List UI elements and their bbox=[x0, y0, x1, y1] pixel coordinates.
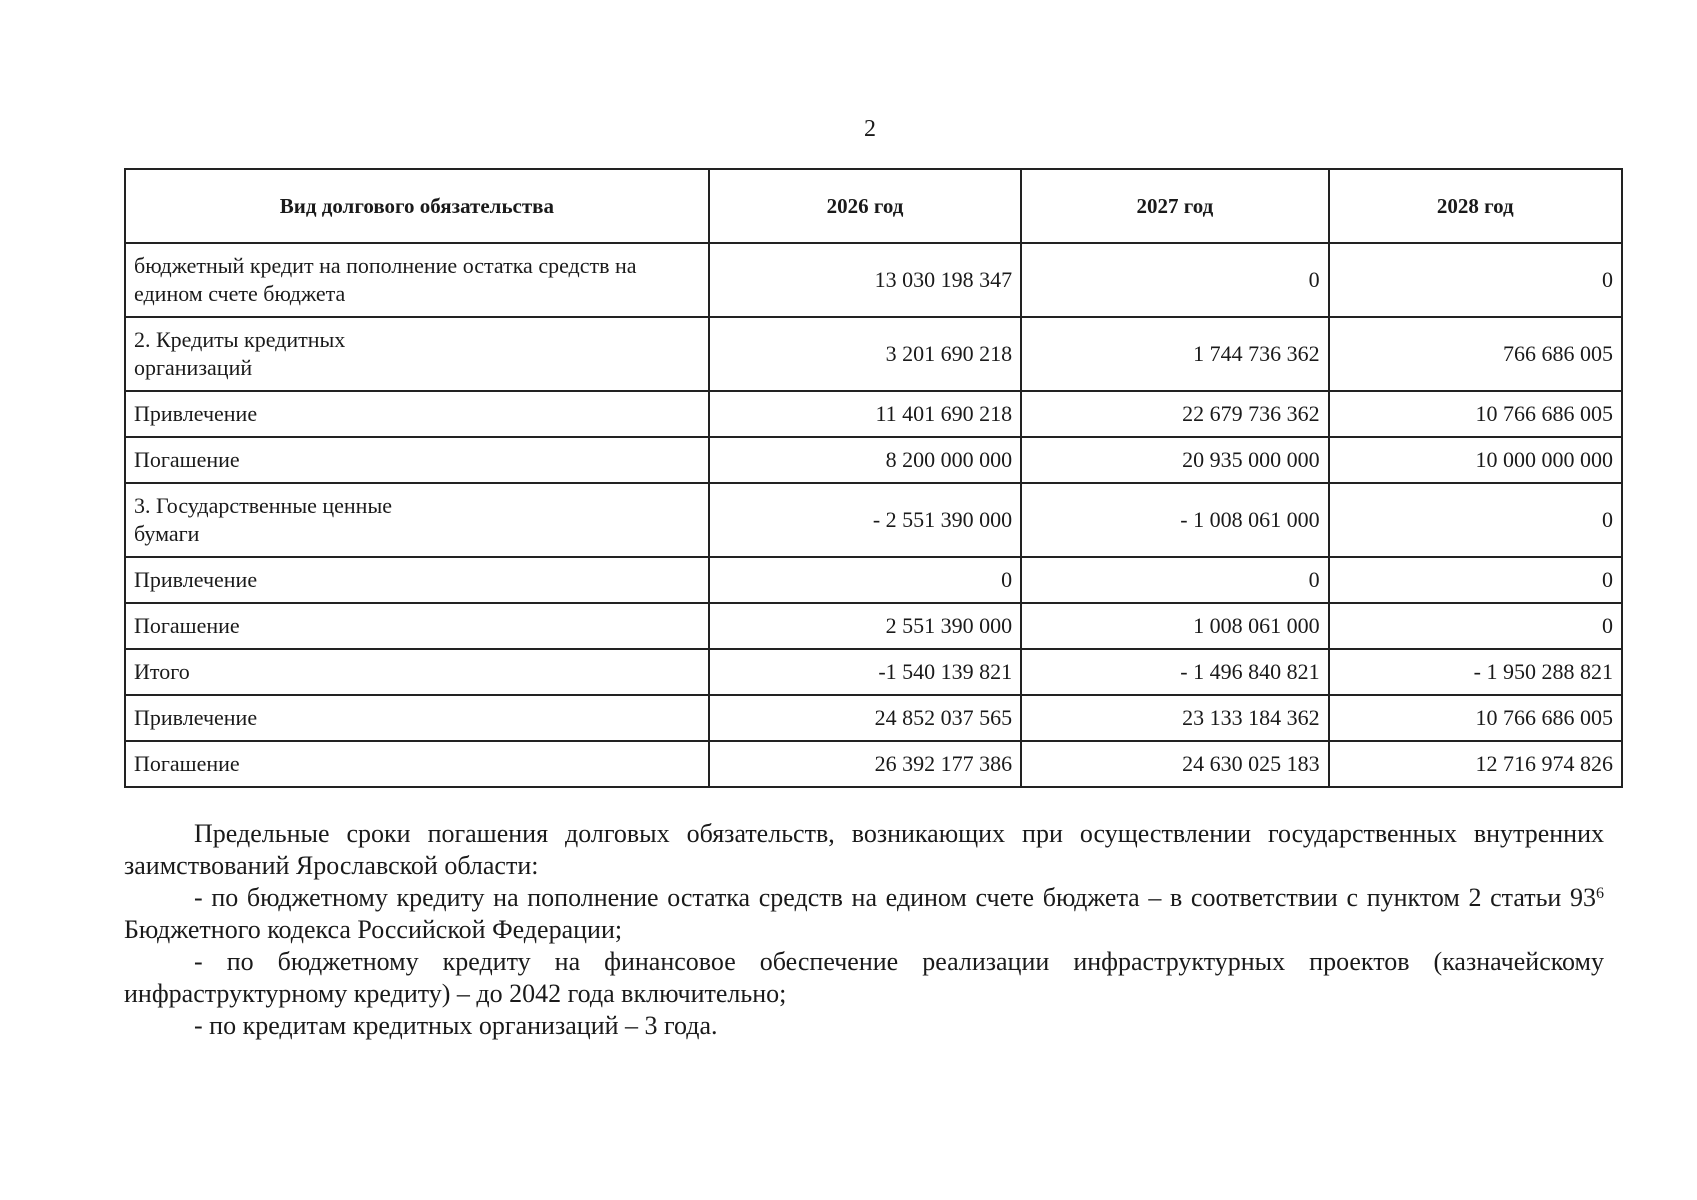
value-2027: 24 630 025 183 bbox=[1021, 741, 1328, 787]
value-2028: 12 716 974 826 bbox=[1329, 741, 1622, 787]
value-2027: 0 bbox=[1021, 557, 1328, 603]
table-row bbox=[125, 649, 1622, 695]
article-superscript: 6 bbox=[1596, 885, 1604, 902]
value-2027: - 1 496 840 821 bbox=[1021, 649, 1328, 695]
value-2028: 0 bbox=[1329, 603, 1622, 649]
value-2026: 2 551 390 000 bbox=[709, 603, 1021, 649]
value-2028: 0 bbox=[1329, 243, 1622, 317]
row-label: 3. Государственные ценные бумаги bbox=[125, 483, 709, 557]
table-row bbox=[125, 557, 1622, 603]
value-2028: 0 bbox=[1329, 557, 1622, 603]
value-2028: 10 000 000 000 bbox=[1329, 437, 1622, 483]
notes-intro: Предельные сроки погашения долговых обязательств, возникающих при осуществлении государственных внутренних заимствований Ярославской области: bbox=[124, 819, 1604, 880]
value-2026: 13 030 198 347 bbox=[709, 243, 1021, 317]
value-2027: 20 935 000 000 bbox=[1021, 437, 1328, 483]
row-label: Погашение bbox=[125, 741, 709, 787]
value-2027: 23 133 184 362 bbox=[1021, 695, 1328, 741]
notes-item-budget-credit bbox=[124, 882, 1604, 946]
row-label: Привлечение bbox=[125, 391, 709, 437]
table-row bbox=[125, 317, 1622, 391]
value-2026: 24 852 037 565 bbox=[709, 695, 1021, 741]
notes-item-budget-credit-text: - по бюджетному кредиту на пополнение остатка средств на едином счете бюджета – в соответствии с пунктом 2 статьи 93 bbox=[194, 883, 1596, 912]
value-2026: 11 401 690 218 bbox=[709, 391, 1021, 437]
table-row bbox=[125, 391, 1622, 437]
notes-item-budget-credit-code: Бюджетного кодекса Российской Федерации; bbox=[124, 915, 623, 944]
row-label: бюджетный кредит на пополнение остатка средств на едином счете бюджета bbox=[125, 243, 709, 317]
value-2027: 22 679 736 362 bbox=[1021, 391, 1328, 437]
value-2028: 0 bbox=[1329, 483, 1622, 557]
row-label: Погашение bbox=[125, 437, 709, 483]
table-row bbox=[125, 243, 1622, 317]
value-2026: 8 200 000 000 bbox=[709, 437, 1021, 483]
table-row bbox=[125, 483, 1622, 557]
value-2027: - 1 008 061 000 bbox=[1021, 483, 1328, 557]
row-label: Привлечение bbox=[125, 695, 709, 741]
row-label: Итого bbox=[125, 649, 709, 695]
value-2027: 0 bbox=[1021, 243, 1328, 317]
value-2027: 1 744 736 362 bbox=[1021, 317, 1328, 391]
notes-item-infrastructure-credit: - по бюджетному кредиту на финансовое обеспечение реализации инфраструктурных проектов (казначейскому инфраструктурному кредиту) – до 2042 года включительно; bbox=[124, 947, 1604, 1008]
table-row bbox=[125, 695, 1622, 741]
table-row bbox=[125, 437, 1622, 483]
value-2028: 10 766 686 005 bbox=[1329, 391, 1622, 437]
header-debt-type: Вид долгового обязательства bbox=[125, 169, 709, 243]
value-2026: -1 540 139 821 bbox=[709, 649, 1021, 695]
value-2026: 3 201 690 218 bbox=[709, 317, 1021, 391]
value-2027: 1 008 061 000 bbox=[1021, 603, 1328, 649]
debt-obligations-table bbox=[124, 168, 1623, 788]
row-label: Привлечение bbox=[125, 557, 709, 603]
page-number: 2 bbox=[864, 116, 876, 142]
value-2026: 26 392 177 386 bbox=[709, 741, 1021, 787]
row-label: 2. Кредиты кредитных организаций bbox=[125, 317, 709, 391]
header-2028: 2028 год bbox=[1329, 169, 1622, 243]
value-2026: - 2 551 390 000 bbox=[709, 483, 1021, 557]
value-2026: 0 bbox=[709, 557, 1021, 603]
value-2028: - 1 950 288 821 bbox=[1329, 649, 1622, 695]
value-2028: 766 686 005 bbox=[1329, 317, 1622, 391]
table-header-row bbox=[125, 169, 1622, 243]
table-row bbox=[125, 603, 1622, 649]
value-2028: 10 766 686 005 bbox=[1329, 695, 1622, 741]
header-2026: 2026 год bbox=[709, 169, 1021, 243]
table-row bbox=[125, 741, 1622, 787]
header-2027: 2027 год bbox=[1021, 169, 1328, 243]
repayment-terms-text bbox=[124, 818, 1604, 1042]
row-label: Погашение bbox=[125, 603, 709, 649]
notes-item-bank-credits: - по кредитам кредитных организаций – 3 года. bbox=[194, 1011, 718, 1040]
